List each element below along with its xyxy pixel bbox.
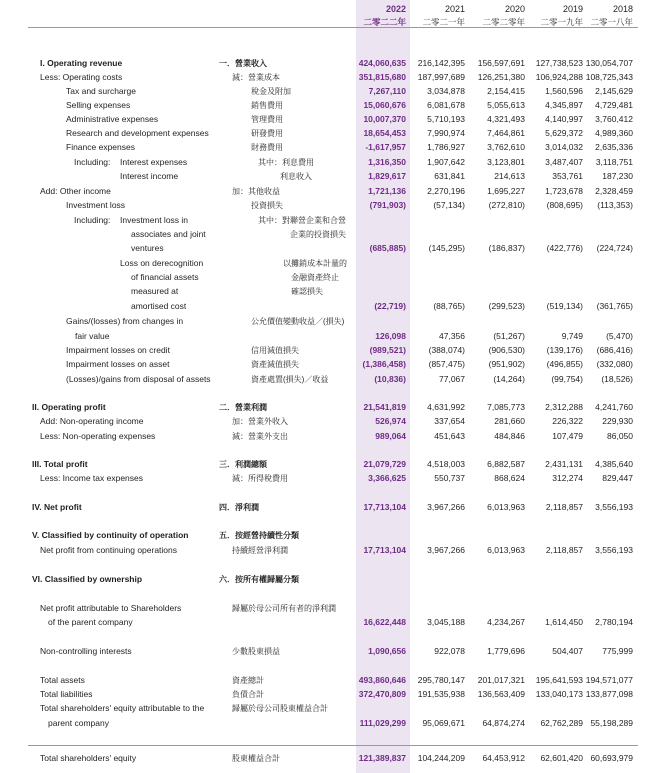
row-label-en: parent company: [48, 718, 109, 728]
row-label-en: Less: Income tax expenses: [40, 473, 144, 483]
cell-value-2020: 1,695,227: [487, 186, 525, 196]
row-label-cn: 公允價值變動收益／(損失): [251, 317, 345, 326]
cell-value-2019: 504,407: [552, 646, 583, 656]
row-label-cn: 歸屬於母公司所有者的淨利潤: [232, 604, 336, 613]
year-header-cn-2021: 二零二一年: [422, 17, 465, 27]
cell-value-2022: 15,060,676: [363, 100, 406, 110]
cell-value-2019: 312,274: [552, 473, 583, 483]
cell-value-2020: 3,762,610: [487, 142, 525, 152]
cell-value-2019: (422,776): [546, 243, 583, 253]
row-label-en: Administrative expenses: [66, 114, 159, 124]
row-label-en: of the parent company: [48, 617, 133, 627]
cell-value-2019: 226,322: [552, 416, 583, 426]
row-label-en: Net profit attributable to Shareholders: [40, 603, 182, 613]
year-header-cn-2022: 二零二二年: [363, 17, 406, 27]
row-label-cn: 負債合計: [232, 690, 264, 699]
row-label-en: Gains/(losses) from changes in: [66, 316, 184, 326]
year-header-cn-2020: 二零二零年: [482, 17, 525, 27]
cell-value-2022: 3,366,625: [368, 473, 406, 483]
cell-value-2022: 372,470,809: [358, 689, 406, 699]
row-label-cn: 確認損失: [291, 287, 323, 296]
cell-value-2018: (5,470): [606, 331, 633, 341]
cell-value-2019: 2,431,131: [545, 459, 583, 469]
cell-value-2022: (989,521): [369, 345, 406, 355]
cell-value-2021: 1,907,642: [427, 157, 465, 167]
cell-value-2020: 4,321,493: [487, 114, 525, 124]
cell-value-2020: 156,597,691: [477, 58, 525, 68]
cell-value-2019: 5,629,372: [545, 128, 583, 138]
year-header-en-2022: 2022: [385, 4, 406, 14]
row-label-en: Non-controlling interests: [40, 646, 132, 656]
cell-value-2018: 4,989,360: [595, 128, 633, 138]
cell-value-2019: (99,754): [551, 374, 583, 384]
row-label-cn: 減：所得稅費用: [232, 474, 288, 483]
cell-value-2018: 130,054,707: [585, 58, 633, 68]
cell-value-2019: (808,695): [546, 200, 583, 210]
row-sublabel-en: associates and joint: [131, 229, 206, 239]
cell-value-2020: (906,530): [488, 345, 525, 355]
row-label-en: Impairment losses on asset: [66, 359, 170, 369]
cell-value-2021: 2,270,196: [427, 186, 465, 196]
cell-value-2021: 47,356: [439, 331, 465, 341]
cell-value-2021: (88,765): [433, 301, 465, 311]
cell-value-2021: (388,074): [428, 345, 465, 355]
row-label-cn: 利息收入: [280, 172, 312, 181]
cell-value-2021: 77,067: [439, 374, 465, 384]
row-label-cn: 財務費用: [251, 143, 283, 152]
cell-value-2018: 2,328,459: [595, 186, 633, 196]
cell-value-2022: 1,090,656: [368, 646, 406, 656]
cell-value-2020: (951,902): [488, 359, 525, 369]
row-sublabel-en: amortised cost: [131, 301, 187, 311]
cell-value-2018: 4,241,760: [595, 402, 633, 412]
cell-value-2018: (224,724): [596, 243, 633, 253]
row-label-cn: 管理費用: [251, 115, 283, 124]
cell-value-2020: 5,055,613: [487, 100, 525, 110]
cell-value-2021: 337,654: [434, 416, 465, 426]
row-label-en: Tax and surcharge: [66, 86, 136, 96]
row-label-cn: 少數股東損益: [232, 647, 280, 656]
cell-value-2021: 104,244,209: [417, 753, 465, 763]
cell-value-2022: (22,719): [374, 301, 406, 311]
row-label-cn: 企業的投資損失: [290, 230, 346, 239]
cell-value-2019: 133,040,173: [535, 689, 583, 699]
row-label-en: Finance expenses: [66, 142, 135, 152]
cell-value-2020: 7,464,861: [487, 128, 525, 138]
row-label-en: I. Operating revenue: [40, 58, 123, 68]
year-header-en-2018: 2018: [612, 4, 633, 14]
cell-value-2020: 64,453,912: [482, 753, 525, 763]
cell-value-2020: (14,264): [493, 374, 525, 384]
row-label-cn: 五．按經營持續性分類: [219, 531, 299, 540]
cell-value-2019: 3,014,032: [545, 142, 583, 152]
cell-value-2022: 21,079,729: [363, 459, 406, 469]
cell-value-2021: 216,142,395: [417, 58, 465, 68]
cell-value-2018: 55,198,289: [590, 718, 633, 728]
row-label-cn: 稅金及附加: [251, 87, 291, 96]
cell-value-2021: 3,967,266: [427, 502, 465, 512]
cell-value-2018: 829,447: [602, 473, 633, 483]
cell-value-2022: 111,029,299: [359, 718, 406, 728]
cell-value-2018: 775,999: [602, 646, 633, 656]
cell-value-2019: 3,487,407: [545, 157, 583, 167]
cell-value-2019: 4,345,897: [545, 100, 583, 110]
cell-value-2021: (145,295): [428, 243, 465, 253]
cell-value-2020: 3,123,801: [487, 157, 525, 167]
cell-value-2020: 7,085,773: [487, 402, 525, 412]
cell-value-2021: 451,643: [434, 431, 465, 441]
cell-value-2021: 3,045,188: [427, 617, 465, 627]
row-label-cn: 加：營業外收入: [232, 417, 288, 426]
cell-value-2022: 526,974: [375, 416, 406, 426]
cell-value-2018: 194,571,077: [585, 675, 633, 685]
cell-value-2019: 353,761: [552, 171, 583, 181]
cell-value-2020: 484,846: [494, 431, 525, 441]
cell-value-2019: (496,855): [546, 359, 583, 369]
cell-value-2020: (272,810): [488, 200, 525, 210]
row-label-en: Impairment losses on credit: [66, 345, 170, 355]
cell-value-2019: 1,560,596: [545, 86, 583, 96]
row-sublabel-en: Investment loss in: [120, 215, 189, 225]
cell-value-2020: 4,234,267: [487, 617, 525, 627]
cell-value-2018: 108,725,343: [585, 72, 633, 82]
row-label-cn: 以攤銷成本計量的: [283, 259, 347, 268]
row-label-en: VI. Classified by ownership: [32, 574, 143, 584]
cell-value-2019: 4,140,997: [545, 114, 583, 124]
row-label-cn: 六．按所有權歸屬分類: [219, 575, 299, 584]
cell-value-2022: -1,617,957: [365, 142, 406, 152]
row-label-cn: 研發費用: [251, 129, 283, 138]
cell-value-2019: 2,312,288: [545, 402, 583, 412]
cell-value-2022: (791,903): [369, 200, 406, 210]
row-label-en: Including:: [74, 157, 111, 167]
year-header-cn-2019: 二零一九年: [540, 17, 583, 27]
cell-value-2018: (113,353): [597, 200, 633, 210]
cell-value-2022: (1,386,458): [362, 359, 406, 369]
row-label-en: (Losses)/gains from disposal of assets: [66, 374, 211, 384]
year-header-en-2020: 2020: [504, 4, 525, 14]
row-label-cn: 銷售費用: [251, 101, 283, 110]
cell-value-2019: 1,723,678: [545, 186, 583, 196]
cell-value-2018: (332,080): [596, 359, 633, 369]
cell-value-2021: 295,780,147: [417, 675, 465, 685]
row-label-cn: 歸屬於母公司股東權益合計: [232, 704, 328, 713]
row-label-cn: 信用減值損失: [251, 346, 299, 355]
row-label-en: Including:: [74, 215, 111, 225]
row-label-cn: 股東權益合計: [232, 754, 280, 763]
cell-value-2020: 6,013,963: [487, 545, 525, 555]
cell-value-2021: 191,535,938: [417, 689, 465, 699]
cell-value-2021: 187,997,689: [417, 72, 465, 82]
row-label-en: Total shareholders' equity: [40, 753, 137, 763]
cell-value-2020: 1,779,696: [487, 646, 525, 656]
cell-value-2021: (57,134): [433, 200, 465, 210]
cell-value-2020: 64,874,274: [482, 718, 525, 728]
row-label-cn: 持續經營淨利潤: [232, 546, 288, 555]
cell-value-2020: 2,154,415: [487, 86, 525, 96]
cell-value-2020: 6,882,587: [487, 459, 525, 469]
cell-value-2019: (519,134): [546, 301, 583, 311]
cell-value-2018: 3,556,193: [595, 545, 633, 555]
cell-value-2019: 107,479: [552, 431, 583, 441]
row-sublabel-en: Loss on derecognition: [120, 258, 204, 268]
cell-value-2021: 6,081,678: [427, 100, 465, 110]
row-sublabel-en: Interest income: [120, 171, 179, 181]
cell-value-2021: 1,786,927: [427, 142, 465, 152]
cell-value-2019: (139,176): [546, 345, 583, 355]
cell-value-2022: 121,389,837: [358, 753, 406, 763]
cell-value-2018: 2,635,336: [595, 142, 633, 152]
row-label-en: III. Total profit: [32, 459, 88, 469]
cell-value-2021: 7,990,974: [427, 128, 465, 138]
cell-value-2021: 95,069,671: [422, 718, 465, 728]
cell-value-2020: 281,660: [494, 416, 525, 426]
cell-value-2018: 60,693,979: [590, 753, 633, 763]
cell-value-2020: 126,251,380: [477, 72, 525, 82]
cell-value-2022: 989,064: [375, 431, 406, 441]
cell-value-2022: 16,622,448: [363, 617, 406, 627]
cell-value-2022: (685,885): [369, 243, 406, 253]
cell-value-2018: 133,877,098: [585, 689, 633, 699]
cell-value-2022: 424,060,635: [358, 58, 406, 68]
row-label-en: Selling expenses: [66, 100, 131, 110]
cell-value-2018: 4,385,640: [595, 459, 633, 469]
cell-value-2020: (186,837): [488, 243, 525, 253]
cell-value-2019: 62,601,420: [540, 753, 583, 763]
row-label-en: Total liabilities: [40, 689, 93, 699]
row-label-cn: 資產減值損失: [251, 360, 299, 369]
row-sublabel-en: of financial assets: [131, 272, 199, 282]
cell-value-2022: 1,829,617: [368, 171, 406, 181]
cell-value-2022: 126,098: [375, 331, 406, 341]
row-label-en: Less: Non-operating expenses: [40, 431, 156, 441]
row-label-cn: 一．營業收入: [219, 59, 267, 68]
row-label-en: Total shareholders' equity attributable to the: [40, 703, 205, 713]
row-label-en: Less: Operating costs: [40, 72, 123, 82]
cell-value-2020: (299,523): [488, 301, 525, 311]
cell-value-2018: 229,930: [602, 416, 633, 426]
row-label-cn: 減：營業外支出: [232, 432, 288, 441]
row-label-en: Net profit from continuing operations: [40, 545, 178, 555]
cell-value-2018: 2,145,629: [595, 86, 633, 96]
cell-value-2022: 351,815,680: [358, 72, 406, 82]
row-label-en: Investment loss: [66, 200, 126, 210]
cell-value-2021: 5,710,193: [427, 114, 465, 124]
year-header-en-2019: 2019: [562, 4, 583, 14]
cell-value-2022: 21,541,819: [363, 402, 406, 412]
row-sublabel-en: Interest expenses: [120, 157, 188, 167]
cell-value-2018: 2,780,194: [595, 617, 633, 627]
cell-value-2021: 631,841: [434, 171, 465, 181]
cell-value-2022: 7,267,110: [368, 86, 406, 96]
cell-value-2018: 3,556,193: [595, 502, 633, 512]
row-label-cn: 四．淨利潤: [219, 503, 259, 512]
cell-value-2022: 1,721,136: [368, 186, 406, 196]
cell-value-2021: 550,737: [434, 473, 465, 483]
cell-value-2018: 4,729,481: [595, 100, 633, 110]
cell-value-2021: 4,631,992: [427, 402, 465, 412]
cell-value-2022: 17,713,104: [363, 502, 406, 512]
row-label-cn: 二．營業利潤: [219, 403, 267, 412]
cell-value-2018: (686,416): [596, 345, 633, 355]
cell-value-2018: 3,760,412: [595, 114, 633, 124]
row-label-cn: 資產處置(損失)／收益: [251, 375, 329, 384]
row-sublabel-en: ventures: [131, 243, 164, 253]
cell-value-2022: 10,007,370: [363, 114, 406, 124]
cell-value-2021: 4,518,003: [427, 459, 465, 469]
cell-value-2019: 9,749: [561, 331, 583, 341]
cell-value-2019: 2,118,857: [545, 545, 583, 555]
cell-value-2019: 127,738,523: [535, 58, 583, 68]
cell-value-2021: 3,967,266: [427, 545, 465, 555]
row-label-en: IV. Net profit: [32, 502, 82, 512]
cell-value-2018: (18,526): [601, 374, 633, 384]
row-label-en: Add: Non-operating income: [40, 416, 144, 426]
row-sublabel-en: measured at: [131, 286, 179, 296]
row-label-cn: 加：其他收益: [232, 187, 280, 196]
row-label-en: Research and development expenses: [66, 128, 209, 138]
row-label-en: II. Operating profit: [32, 402, 106, 412]
cell-value-2021: 922,078: [434, 646, 465, 656]
row-label-en: Add: Other income: [40, 186, 111, 196]
cell-value-2021: 3,034,878: [427, 86, 465, 96]
cell-value-2022: (10,836): [374, 374, 406, 384]
cell-value-2019: 106,924,288: [535, 72, 583, 82]
cell-value-2022: 1,316,350: [368, 157, 406, 167]
cell-value-2020: 201,017,321: [477, 675, 525, 685]
row-label-en: fair value: [75, 331, 110, 341]
cell-value-2018: 3,118,751: [595, 157, 633, 167]
cell-value-2018: 86,050: [607, 431, 633, 441]
cell-value-2021: (857,475): [428, 359, 465, 369]
cell-value-2020: (51,267): [493, 331, 525, 341]
row-label-cn: 投資損失: [251, 201, 283, 210]
row-label-en: Total assets: [40, 675, 85, 685]
cell-value-2018: (361,765): [596, 301, 633, 311]
row-label-cn: 減：營業成本: [232, 73, 280, 82]
cell-value-2020: 214,613: [494, 171, 525, 181]
cell-value-2019: 195,641,593: [535, 675, 583, 685]
cell-value-2022: 17,713,104: [363, 545, 406, 555]
row-label-cn: 資產總計: [232, 676, 264, 685]
row-label-cn: 三．利潤總額: [219, 460, 267, 469]
cell-value-2020: 136,563,409: [477, 689, 525, 699]
cell-value-2019: 2,118,857: [545, 502, 583, 512]
cell-value-2020: 868,624: [494, 473, 525, 483]
row-label-en: V. Classified by continuity of operation: [32, 530, 189, 540]
year-header-cn-2018: 二零一八年: [590, 17, 633, 27]
row-label-cn: 其中：對聯營企業和合營: [258, 216, 346, 225]
cell-value-2019: 62,762,289: [540, 718, 583, 728]
cell-value-2020: 6,013,963: [487, 502, 525, 512]
cell-value-2022: 18,654,453: [363, 128, 406, 138]
bottom-divider: [28, 745, 638, 746]
year-header-en-2021: 2021: [444, 4, 465, 14]
cell-value-2019: 1,614,450: [545, 617, 583, 627]
row-label-cn: 金融資產終止: [291, 273, 339, 282]
row-label-cn: 其中：利息費用: [258, 158, 314, 167]
cell-value-2018: 187,230: [602, 171, 633, 181]
cell-value-2022: 493,860,646: [358, 675, 406, 685]
